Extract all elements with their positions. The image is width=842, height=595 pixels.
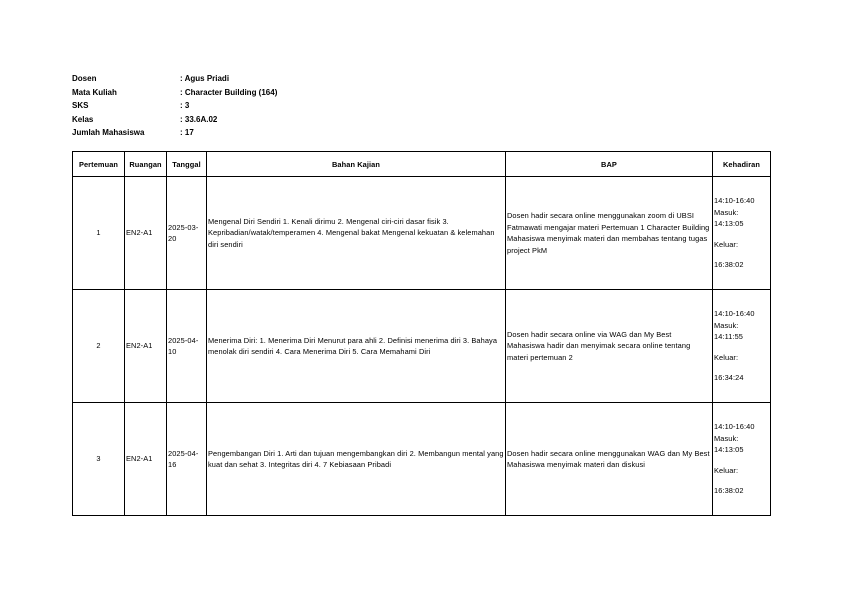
cell-bahan-kajian: Pengembangan Diri 1. Arti dan tujuan mengembangkan diri 2. Membangun mental yang kuat dan sehat 3. Integritas diri 4. 7 Kebiasaan Pribadi <box>207 403 506 516</box>
cell-bap: Dosen hadir secara online menggunakan zoom di UBSI Fatmawati mengajar materi Pertemuan 1 Character Building Mahasiswa menyimak materi dan membahas tentang tugas project PkM <box>506 177 713 290</box>
info-label: Dosen <box>72 74 97 83</box>
info-value: : 33.6A.02 <box>180 114 218 124</box>
info-row-sks <box>72 99 277 113</box>
info-label: Kelas <box>72 114 94 124</box>
cell-tanggal: 2025-04-10 <box>167 290 207 403</box>
masuk-time: 14:11:55 <box>714 332 744 342</box>
keluar-time: 16:38:02 <box>714 260 744 270</box>
cell-tanggal: 2025-04-16 <box>167 403 207 516</box>
keluar-label: Keluar: <box>714 352 739 362</box>
table-row <box>73 177 771 290</box>
keluar-time: 16:34:24 <box>714 373 744 383</box>
masuk-time: 14:13:05 <box>714 219 744 229</box>
bap-table <box>72 151 771 516</box>
info-value: : Agus Priadi <box>180 74 230 83</box>
info-row-kelas <box>72 113 277 127</box>
info-value: : 3 <box>180 101 190 110</box>
keluar-label: Keluar: <box>714 465 739 475</box>
cell-bap: Dosen hadir secara online menggunakan WAG dan My Best Mahasiswa menyimak materi dan diskusi <box>506 403 713 516</box>
cell-tanggal: 2025-03-20 <box>167 177 207 290</box>
cell-bahan-kajian: Menerima Diri: 1. Menerima Diri Menurut para ahli 2. Definisi menerima diri 3. Bahaya menolak diri sendiri 4. Cara Menerima Diri 5. Cara Memahami Diri <box>207 290 506 403</box>
cell-ruangan: EN2-A1 <box>125 403 167 516</box>
cell-pertemuan: 3 <box>73 403 125 516</box>
masuk-time: 14:13:05 <box>714 445 744 455</box>
cell-kehadiran <box>713 403 771 516</box>
info-row-jumlah-mahasiswa <box>72 126 277 140</box>
cell-pertemuan: 1 <box>73 177 125 290</box>
cell-bap: Dosen hadir secara online via WAG dan My Best Mahasiswa hadir dan menyimak secara online tentang materi pertemuan 2 <box>506 290 713 403</box>
keluar-time: 16:38:02 <box>714 486 744 496</box>
info-label: Mata Kuliah <box>72 87 117 97</box>
info-value: : Character Building (164) <box>180 87 278 97</box>
header-kehadiran: Kehadiran <box>713 152 771 177</box>
course-info <box>72 72 277 140</box>
table-header-row <box>73 152 771 177</box>
masuk-label: Masuk: <box>714 433 739 443</box>
header-bap: BAP <box>506 152 713 177</box>
keluar-label: Keluar: <box>714 239 739 249</box>
jam-kuliah: 14:10-16:40 <box>714 422 755 432</box>
cell-ruangan: EN2-A1 <box>125 290 167 403</box>
info-row-mata-kuliah <box>72 86 277 100</box>
header-tanggal: Tanggal <box>167 152 207 177</box>
cell-kehadiran <box>713 290 771 403</box>
info-label: Jumlah Mahasiswa <box>72 128 145 137</box>
info-label: SKS <box>72 101 89 110</box>
table-row <box>73 403 771 516</box>
jam-kuliah: 14:10-16:40 <box>714 309 755 319</box>
header-ruangan: Ruangan <box>125 152 167 177</box>
jam-kuliah: 14:10-16:40 <box>714 196 755 206</box>
header-pertemuan: Pertemuan <box>73 152 125 177</box>
info-row-dosen <box>72 72 277 86</box>
cell-kehadiran <box>713 177 771 290</box>
cell-ruangan: EN2-A1 <box>125 177 167 290</box>
masuk-label: Masuk: <box>714 207 739 217</box>
cell-bahan-kajian: Mengenal Diri Sendiri 1. Kenali dirimu 2. Mengenal ciri-ciri dasar fisik 3. Kepribadian/watak/temperamen 4. Mengenal bakat Mengenal kekuatan & kelemahan diri sendiri <box>207 177 506 290</box>
info-value: : 17 <box>180 128 194 137</box>
masuk-label: Masuk: <box>714 320 739 330</box>
table-row <box>73 290 771 403</box>
header-bahan-kajian: Bahan Kajian <box>207 152 506 177</box>
cell-pertemuan: 2 <box>73 290 125 403</box>
